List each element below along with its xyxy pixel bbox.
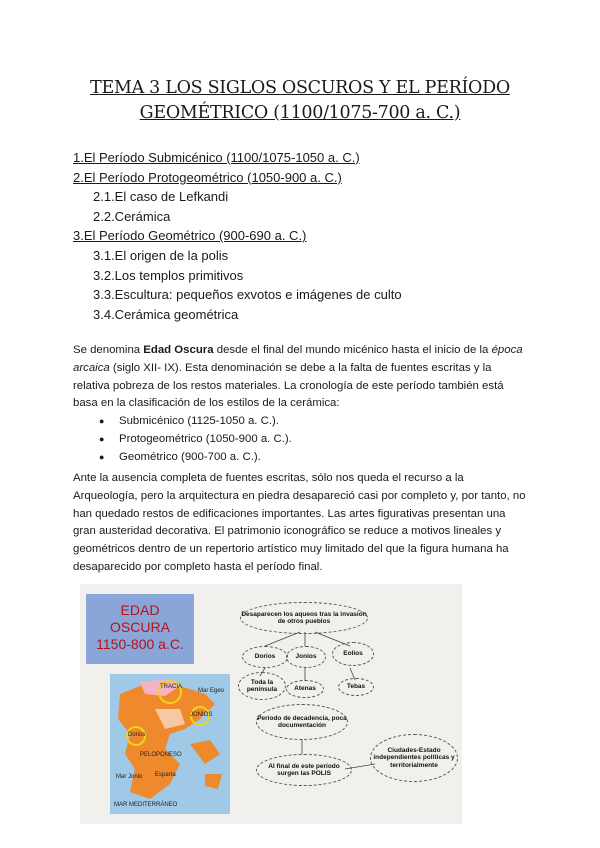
toc-item[interactable]: 1.El Período Submicénico (1100/1075-1050 a. C.) <box>73 150 360 165</box>
node-desaparecen: Desaparecen los aqueos tras la invasión de otros pueblos <box>240 602 368 634</box>
node-peninsula: Toda la península <box>238 672 286 700</box>
map-label: JONIOS <box>190 712 213 718</box>
text-run: Se denomina <box>73 344 144 356</box>
toc-item[interactable]: 2.El Período Protogeométrico (1050-900 a. C.) <box>73 169 342 185</box>
table-of-contents <box>73 148 402 324</box>
toc-item[interactable]: 3.El Período Geométrico (900-690 a. C.) <box>73 228 307 244</box>
toc-subitem: 3.4.Cerámica geométrica <box>93 306 239 322</box>
map-label: Esparta <box>155 772 176 778</box>
node-jonios: Jonios <box>286 646 326 668</box>
toc-subitem: 3.3.Escultura: pequeños exvotos e imágenes de culto <box>93 287 402 303</box>
node-atenas: Atenas <box>286 680 324 698</box>
text-run: (siglo XII- IX). Esta denominación se debe a la falta de fuentes escritas y la relativa pobreza de los restos materiales. La cronología de este período también está basa en la clasificación de los estilos de la cerámica: <box>73 361 504 410</box>
list-item: ● Submicénico (1125-1050 a. C.). <box>99 413 529 431</box>
map-label: Dorios <box>128 732 146 738</box>
map-label: TRACIA <box>160 684 183 690</box>
italic-term: época arcaica <box>73 344 523 374</box>
map-label: MAR MEDITERRÁNEO <box>114 802 178 808</box>
node-polis: Al final de este período surgen las POLIS <box>256 754 352 786</box>
archaeology-paragraph: Ante la ausencia completa de fuentes escritas, sólo nos queda el recurso a la Arqueología, pero la arquitectura en piedra desapareció casi por completo y, por tanto, no han quedado restos de edificaciones importantes. Las artes figurativas presentan una gran austeridad decorativa. El patrimonio iconográfico se reduce a motivos lineales y geométricos dentro de un repertorio artístico muy limitado del que la figura humana ha desaparecido por completo hasta el período final. <box>73 472 526 573</box>
edad-line: 1150-800 a.C. <box>96 636 184 652</box>
chronology-list <box>73 413 529 466</box>
bold-term: Edad Oscura <box>143 344 214 356</box>
toc-subitem: 3.2.Los templos primitivos <box>93 267 244 283</box>
node-ciudades-estado: Ciudades-Estado independientes políticas y territorialmente <box>370 734 458 782</box>
toc-subitem: 2.1.El caso de Lefkandi <box>93 189 229 205</box>
text-run: desde el final del mundo micénico hasta el inicio de la <box>213 344 492 356</box>
list-item: ● Geométrico (900-700 a. C.). <box>99 449 529 467</box>
edad-line: OSCURA <box>110 619 170 635</box>
node-dorios: Dorios <box>242 646 288 668</box>
map-label: Mar Jonio <box>116 774 143 780</box>
dark-age-diagram <box>80 584 462 824</box>
toc-subitem: 3.1.El origen de la polis <box>93 247 229 263</box>
page-title: TEMA 3 LOS SIGLOS OSCUROS Y EL PERÍODO GEOMÉTRICO (1100/1075-700 a. C.) <box>90 78 510 123</box>
edad-line: EDAD <box>120 602 160 618</box>
node-decadencia: Período de decadencia, poca documentación <box>256 704 348 740</box>
node-tebas: Tebas <box>338 678 374 696</box>
map-label: Mar Egeo <box>198 688 225 694</box>
toc-subitem: 2.2.Cerámica <box>93 208 171 224</box>
node-eolios: Eolios <box>332 642 374 666</box>
intro-paragraph <box>73 342 529 467</box>
map-label: PELOPONESO <box>140 752 182 758</box>
list-item: ● Protogeométrico (1050-900 a. C.). <box>99 431 529 449</box>
